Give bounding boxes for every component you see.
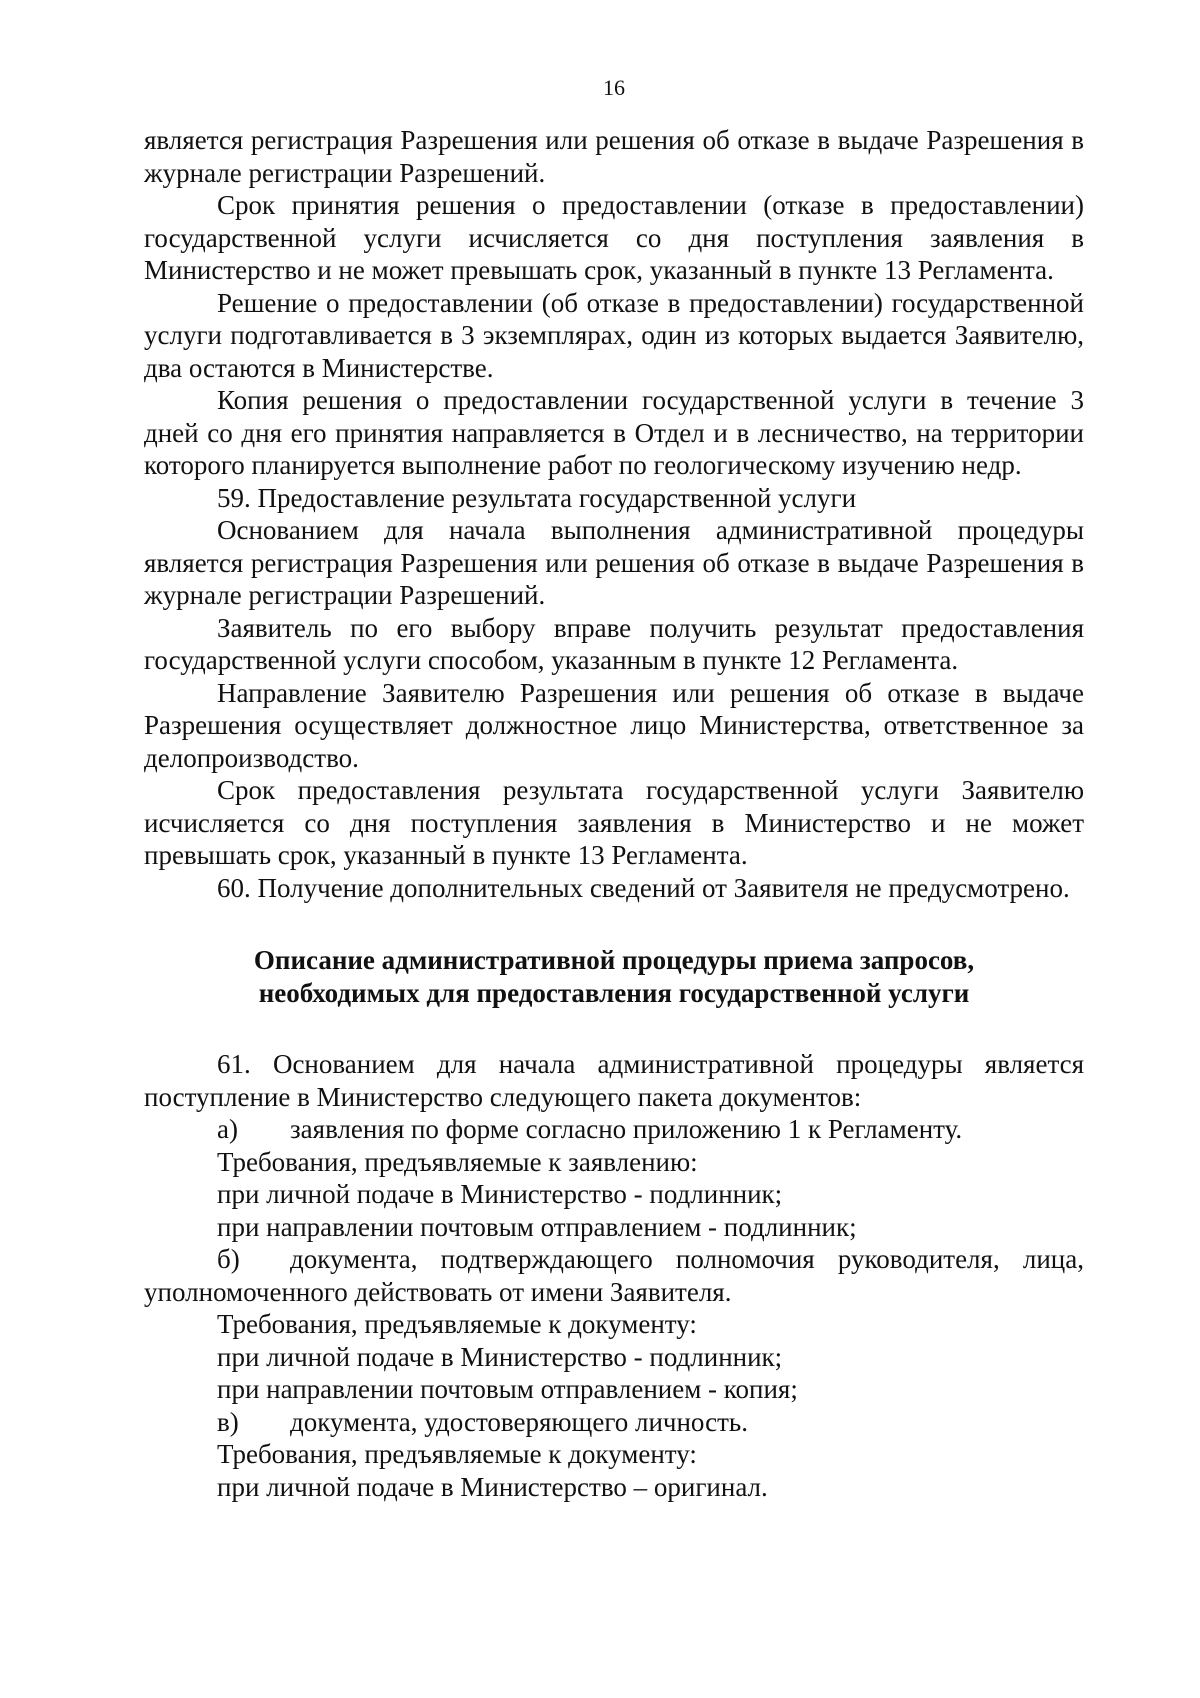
paragraph-item-60: 60. Получение дополнительных сведений от Заявителя не предусмотрено. (217, 872, 1070, 903)
paragraph: Копия решения о предоставлении государственной услуги в течение 3 дней со дня его принятия направляется в Отдел и в лесничество, на территории которого планируется выполнение работ по геологическому изучению недр. (144, 385, 1084, 480)
list-marker: а) (217, 1114, 238, 1144)
requirement-line: при направлении почтовым отправлением - подлинник; (217, 1211, 857, 1242)
requirements-title: Требования, предъявляемые к заявлению: (217, 1146, 698, 1177)
list-item-a (144, 1113, 1084, 1146)
page-number: 16 (603, 75, 625, 100)
requirement-line: при личной подаче в Министерство – оригинал. (217, 1471, 768, 1502)
list-item-text: заявления по форме согласно приложению 1 к Регламенту. (290, 1114, 963, 1144)
document-body (144, 124, 1084, 1503)
paragraph-item-59: 59. Предоставление результата государственной услуги (217, 482, 857, 513)
list-item-text: документа, подтверждающего полномочия руководителя, лица, уполномоченного действовать от имени Заявителя. (144, 1244, 1084, 1307)
paragraph: является регистрация Разрешения или решения об отказе в выдаче Разрешения в журнале регистрации Разрешений. (144, 125, 1084, 188)
list-marker: б) (217, 1244, 240, 1274)
paragraph: Основанием для начала выполнения административной процедуры является регистрация Разрешения или решения об отказе в выдаче Разрешения в журнале регистрации Разрешений. (144, 515, 1084, 610)
list-marker: в) (217, 1406, 239, 1437)
list-item-text: документа, удостоверяющего личность. (290, 1406, 748, 1437)
list-item-c (144, 1406, 1084, 1439)
requirement-line: при личной подаче в Министерство - подлинник; (217, 1341, 783, 1372)
paragraph: Направление Заявителю Разрешения или решения об отказе в выдаче Разрешения осуществляет должностное лицо Министерства, ответственное за делопроизводство. (144, 677, 1084, 773)
list-item-b (144, 1243, 1084, 1308)
heading-line-2: необходимых для предоставления государственной услуги (258, 978, 970, 1008)
requirement-line: при направлении почтовым отправлением - копия; (217, 1374, 798, 1404)
paragraph: Решение о предоставлении (об отказе в предоставлении) государственной услуги подготавливается в 3 экземплярах, один из которых выдается Заявителю, два остаются в Министерстве. (144, 287, 1084, 383)
requirements-title: Требования, предъявляемые к документу: (217, 1309, 697, 1339)
requirement-line: при личной подаче в Министерство - подлинник; (217, 1179, 783, 1209)
paragraph: Заявитель по его выбору вправе получить результат предоставления государственной услуги способом, указанным в пункте 12 Регламента. (144, 612, 1084, 675)
heading-line-1: Описание административной процедуры приема запросов, (253, 945, 975, 975)
requirements-title: Требования, предъявляемые к документу: (217, 1439, 697, 1469)
paragraph: Срок принятия решения о предоставлении (отказе в предоставлении) государственной услуги исчисляется со дня поступления заявления в Министерство и не может превышать срок, указанный в пункте 13 Регламента. (144, 190, 1084, 285)
paragraph-item-61: 61. Основанием для начала административной процедуры является поступление в Министерство следующего пакета документов: (144, 1049, 1084, 1112)
paragraph: Срок предоставления результата государственной услуги Заявителю исчисляется со дня поступления заявления в Министерство и не может превышать срок, указанный в пункте 13 Регламента. (144, 775, 1084, 870)
section-heading (144, 944, 1084, 1010)
